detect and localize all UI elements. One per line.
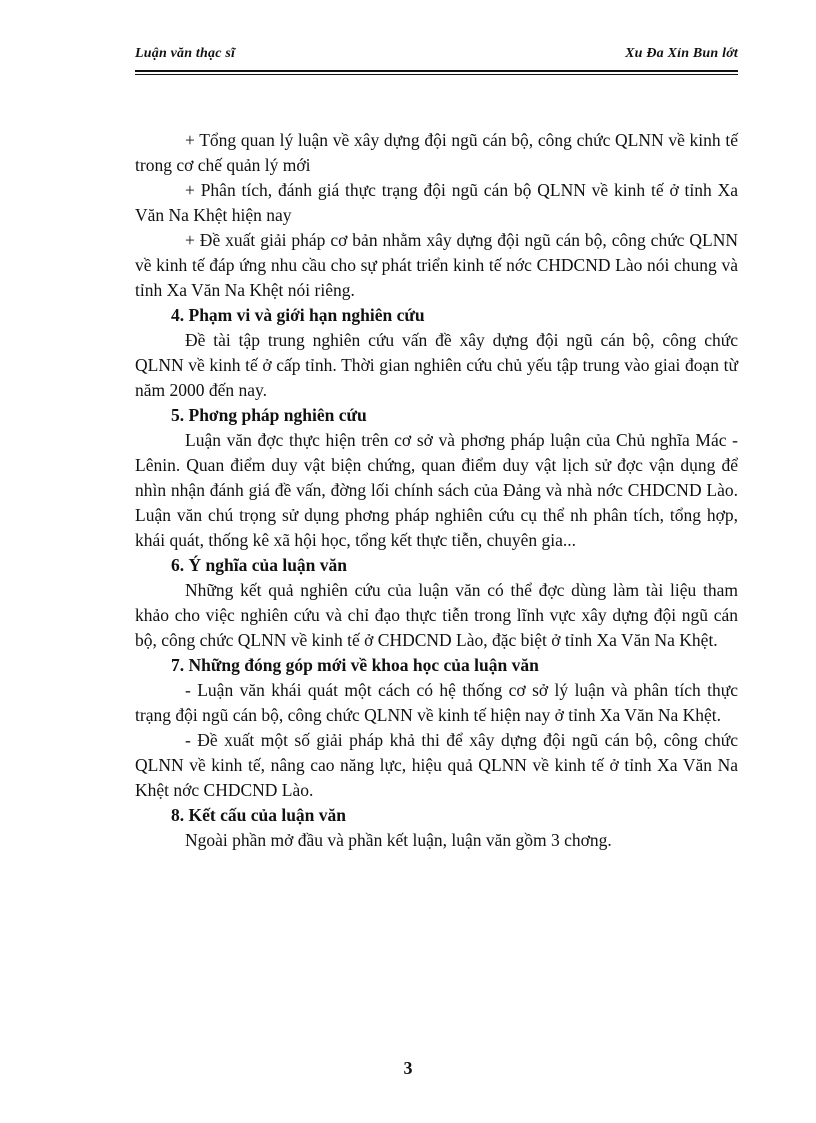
paragraph-structure: Ngoài phần mở đầu và phần kết luận, luận văn gồm 3 chơng. — [185, 830, 612, 850]
paragraph-significance: Những kết quả nghiên cứu của luận văn có thể đợc dùng làm tài liệu tham khảo cho việc nghiên cứu và chỉ đạo thực tiễn trong lĩnh vực xây dựng đội ngũ cán bộ, công chức QLNN về kinh tế ở CHDCND Lào, đặc biệt ở tỉnh Xa Văn Na Khệt. — [135, 580, 738, 650]
paragraph-contribution-1: - Luận văn khái quát một cách có hệ thống cơ sở lý luận và phân tích thực trạng đội ngũ cán bộ, công chức QLNN về kinh tế hiện nay ở tỉnh Xa Văn Na Khệt. — [135, 680, 738, 725]
header-author: Xu Đa Xỉn Bun lớt — [625, 46, 738, 61]
section-heading-structure: 8. Kết cấu của luận văn — [171, 805, 347, 825]
page-number: 3 — [403, 1058, 413, 1078]
body-text — [135, 128, 738, 853]
paragraph-objective-2: + Phân tích, đánh giá thực trạng đội ngũ cán bộ QLNN về kinh tế ở tỉnh Xa Văn Na Khệt hiện nay — [135, 180, 738, 225]
header-rule-thick — [135, 70, 738, 72]
paragraph-methods: Luận văn đợc thực hiện trên cơ sở và phơng pháp luận của Chủ nghĩa Mác - Lênin. Quan điểm duy vật biện chứng, quan điểm duy vật lịch sử đợc vận dụng để nhìn nhận đánh giá đề vấn, đờng lối chính sách của Đảng và nhà nớc CHDCND Lào. Luận văn chú trọng sử dụng phơng pháp nghiên cứu cụ thể nh phân tích, tổng hợp, khái quát, thống kê xã hội học, tổng kết thực tiễn, chuyên gia... — [135, 430, 738, 550]
header-thesis-type: Luận văn thạc sĩ — [135, 46, 236, 61]
paragraph-objective-1: + Tổng quan lý luận về xây dựng đội ngũ cán bộ, công chức QLNN về kinh tế trong cơ chế quản lý mới — [135, 130, 738, 175]
paragraph-contribution-2: - Đề xuất một số giải pháp khả thi để xây dựng đội ngũ cán bộ, công chức QLNN về kinh tế, nâng cao năng lực, hiệu quả QLNN về kinh tế ở tỉnh Xa Văn Na Khệt nớc CHDCND Lào. — [135, 730, 738, 800]
section-heading-contributions: 7. Những đóng góp mới về khoa học của luận văn — [171, 655, 539, 675]
paragraph-scope: Đề tài tập trung nghiên cứu vấn đề xây dựng đội ngũ cán bộ, công chức QLNN về kinh tế ở cấp tỉnh. Thời gian nghiên cứu chủ yếu tập trung vào giai đoạn từ năm 2000 đến nay. — [135, 330, 738, 400]
running-header — [135, 46, 738, 68]
paragraph-objective-3: + Đề xuất giải pháp cơ bản nhằm xây dựng đội ngũ cán bộ, công chức QLNN về kinh tế đáp ứng nhu cầu cho sự phát triển kinh tế nớc CHDCND Lào nói chung và tỉnh Xa Văn Na Khệt nói riêng. — [135, 230, 738, 300]
section-heading-scope: 4. Phạm vi và giới hạn nghiên cứu — [171, 305, 425, 325]
section-heading-methods: 5. Phơng pháp nghiên cứu — [171, 405, 367, 425]
section-heading-significance: 6. Ý nghĩa của luận văn — [171, 555, 348, 575]
header-rule-thin — [135, 74, 738, 75]
